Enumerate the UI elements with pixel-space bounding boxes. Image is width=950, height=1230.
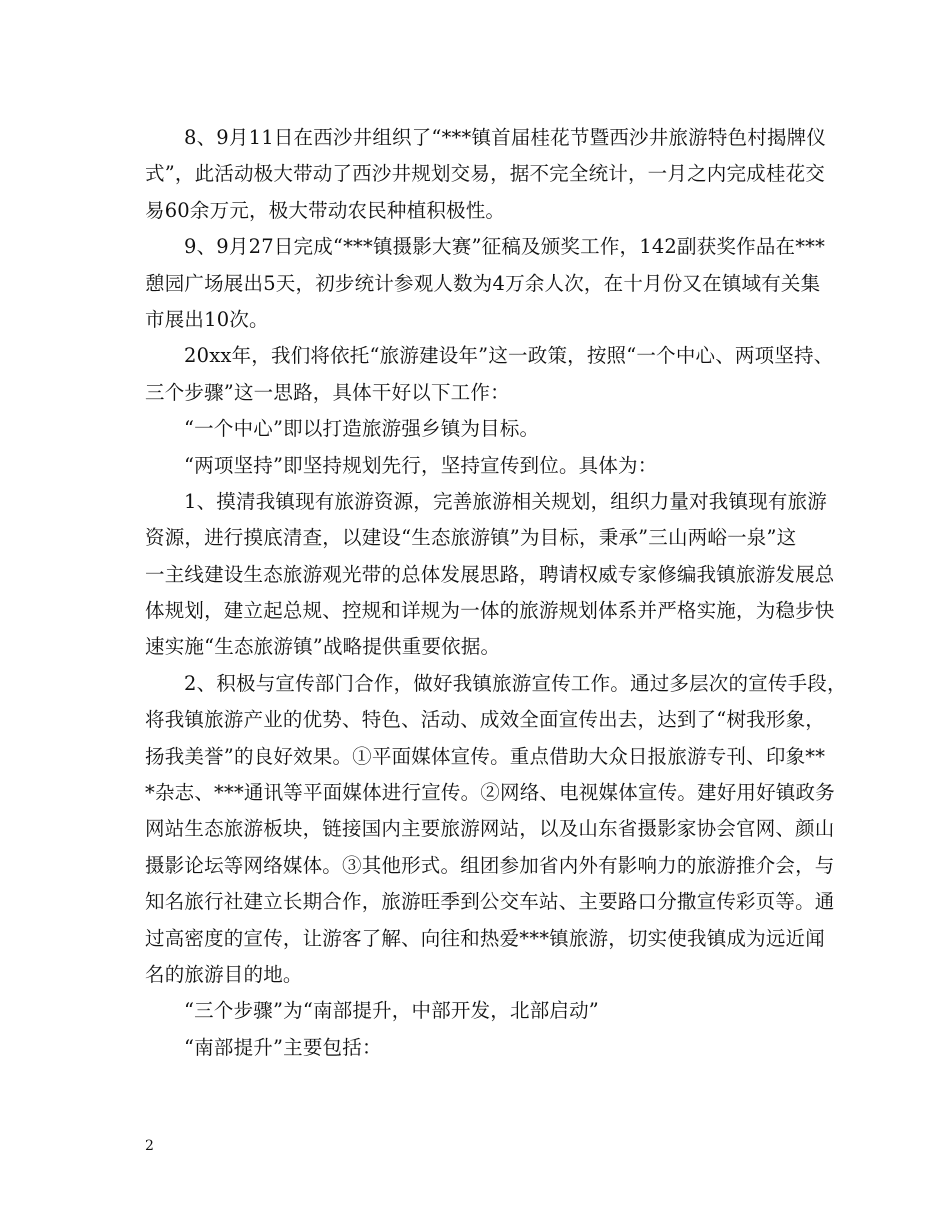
paragraph-line: 资源，进行摸底清查，以建设“生态旅游镇”为目标，秉承”三山两峪一泉”这: [145, 526, 797, 550]
paragraph-line: “两项坚持”即坚持规划先行，坚持宣传到位。具体为：: [184, 453, 658, 477]
paragraph-line: 1、摸清我镇现有旅游资源，完善旅游相关规划，组织力量对我镇现有旅游: [184, 489, 828, 513]
paragraph-line: 9、9月27日完成“***镇摄影大赛”征稿及颁奖工作，142副获奖作品在***: [184, 235, 826, 259]
paragraph-line: 体规划，建立起总规、控规和详规为一体的旅游规划体系并严格实施，为稳步快: [145, 599, 835, 623]
document-body: [145, 120, 847, 1066]
paragraph-line: 8、9月11日在西沙井组织了“***镇首届桂花节暨西沙井旅游特色村揭牌仪: [184, 126, 827, 149]
paragraph-line: 将我镇旅游产业的优势、特色、活动、成效全面宣传出去，达到了“树我形象，: [145, 708, 825, 732]
paragraph-line: 式”，此活动极大带动了西沙井规划交易，据不完全统计，一月之内完成桂花交: [145, 162, 825, 186]
paragraph-line: 易60余万元，极大带动农民种植积极性。: [145, 198, 506, 222]
paragraph-line: “一个中心”即以打造旅游强乡镇为目标。: [184, 417, 540, 441]
page-number: 2: [145, 1138, 154, 1154]
paragraph-line: 名的旅游目的地。: [145, 962, 303, 986]
paragraph-line: 2、积极与宣传部门合作，做好我镇旅游宣传工作。通过多层次的宣传手段，: [184, 671, 847, 695]
paragraph-line: 一主线建设生态旅游观光带的总体发展思路，聘请权威专家修编我镇旅游发展总: [145, 562, 835, 586]
paragraph-line: 过高密度的宣传，让游客了解、向往和热爱***镇旅游，切实使我镇成为远近闻: [145, 926, 825, 950]
paragraph-line: 摄影论坛等网络媒体。③其他形式。组团参加省内外有影响力的旅游推介会，与: [145, 853, 835, 877]
paragraph-line: 三个步骤”这一思路，具体干好以下工作：: [145, 380, 510, 404]
paragraph-line: *杂志、***通讯等平面媒体进行宣传。②网络、电视媒体宣传。建好用好镇政务: [145, 781, 835, 805]
paragraph-line: 知名旅行社建立长期合作，旅游旺季到公交车站、主要路口分撒宣传彩页等。通: [145, 890, 835, 914]
paragraph-line: “三个步骤”为“南部提升，中部开发，北部启动”: [184, 999, 599, 1023]
paragraph-line: 速实施“生态旅游镇”战略提供重要依据。: [145, 635, 501, 659]
paragraph-line: 20xx年，我们将依托“旅游建设年”这一政策，按照“一个中心、两项坚持、: [184, 344, 834, 368]
paragraph-line: 扬我美誉”的良好效果。①平面媒体宣传。重点借助大众日报旅游专刊、印象**: [145, 744, 826, 768]
paragraph-line: 网站生态旅游板块，链接国内主要旅游网站，以及山东省摄影家协会官网、颜山: [145, 817, 835, 841]
paragraph-line: 市展出10次。: [145, 307, 269, 331]
paragraph-line: 憩园广场展出5天，初步统计参观人数为4万余人次，在十月份又在镇域有关集: [145, 271, 821, 295]
paragraph-line: “南部提升”主要包括：: [184, 1035, 382, 1059]
